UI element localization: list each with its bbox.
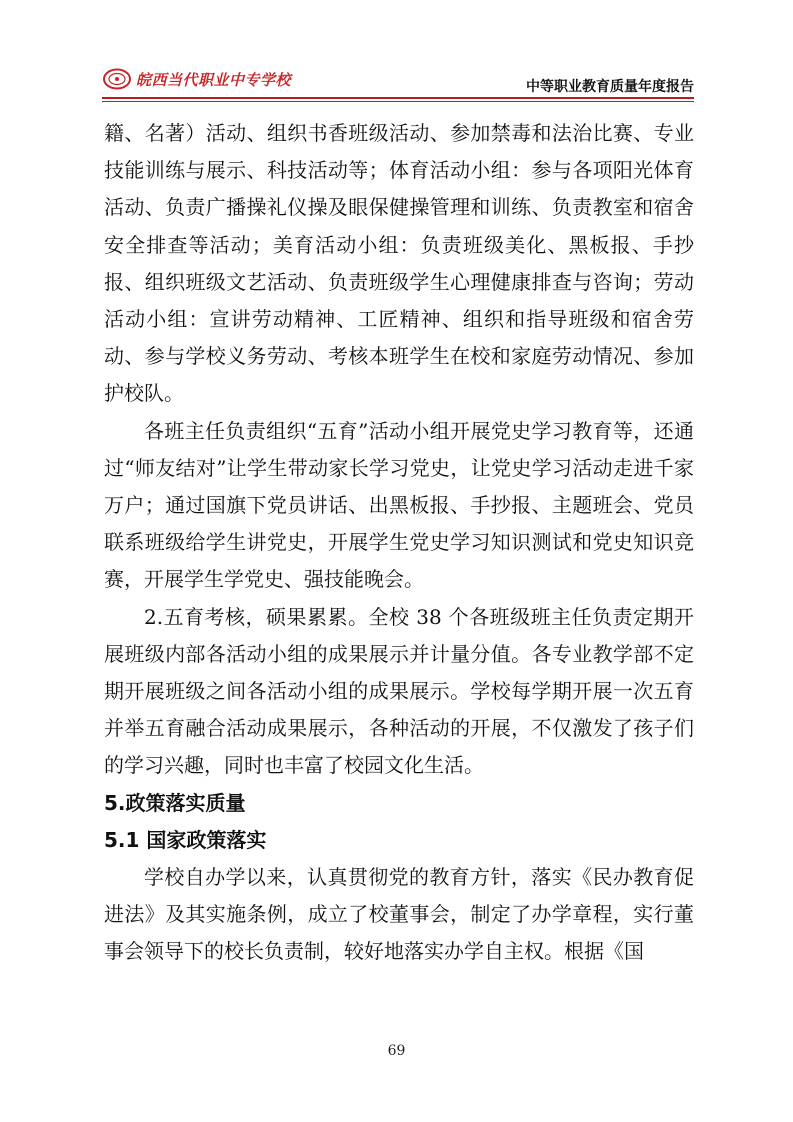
paragraph-party-history: 各班主任负责组织“五育”活动小组开展党史学习教育等，还通过“师友结对”让学生带动家长学习党史，让党史学习活动走进千家万户；通过国旗下党员讲话、出黑板报、手抄报、主题班会、党员联系班级给学生讲党史，开展学生党史学习知识测试和党史知识竞赛，开展学生学党史、强技能晚会。: [104, 418, 694, 592]
page-body: [104, 115, 694, 971]
paragraph-national-policy: 学校自办学以来，认真贯彻党的教育方针，落实《民办教育促进法》及其实施条例，成立了校董事会，制定了办学章程，实行董事会领导下的校长负责制，较好地落实办学自主权。根据《国: [104, 865, 694, 964]
header-rule-thin: [102, 101, 694, 102]
school-seal-icon: [102, 68, 132, 90]
section-heading-policy-quality: 5.政策落实质量: [104, 790, 246, 815]
school-logo: [102, 68, 291, 90]
page-number: 69: [387, 1043, 406, 1059]
school-name: 皖西当代职业中专学校: [136, 70, 292, 89]
header-rule-thick: [102, 97, 694, 99]
page-header: [102, 62, 694, 102]
paragraph-activity-groups: 籍、名著）活动、组织书香班级活动、参加禁毒和法治比赛、专业技能训练与展示、科技活动等；体育活动小组：参与各项阳光体育活动、负责广播操礼仪操及眼保健操管理和训练、负责教室和宿舍安全排查等活动；美育活动小组：负责班级美化、黑板报、手抄报、组织班级文艺活动、负责班级学生心理健康排查与咨询；劳动活动小组：宣讲劳动精神、工匠精神、组织和指导班级和宿舍劳动、参与学校义务劳动、考核本班学生在校和家庭劳动情况、参加护校队。: [104, 121, 694, 406]
subsection-heading-national-policy: 5.1 国家政策落实: [104, 827, 267, 852]
report-title: 中等职业教育质量年度报告: [526, 79, 694, 95]
paragraph-five-education-assessment: 2.五育考核，硕果累累。全校 38 个各班级班主任负责定期开展班级内部各活动小组的成果展示并计量分值。各专业教学部不定期开展班级之间各活动小组的成果展示。学校每学期开展一次五育并举五育融合活动成果展示，各种活动的开展，不仅激发了孩子们的学习兴趣，同时也丰富了校园文化生活。: [104, 604, 694, 778]
